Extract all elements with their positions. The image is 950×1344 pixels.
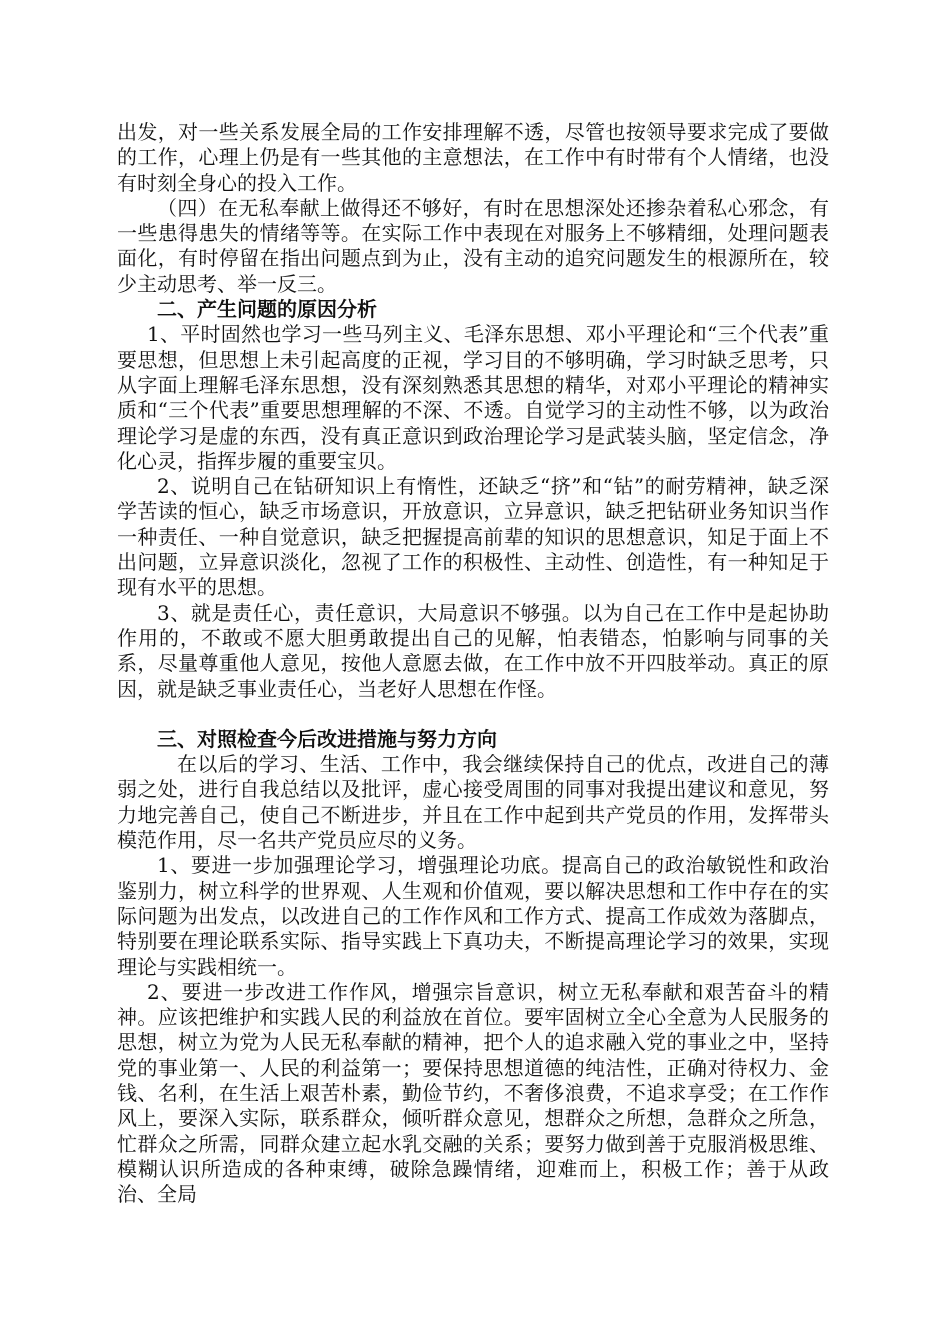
- improvement-two-paragraph: 2、要进一步改进工作作风，增强宗旨意识，树立无私奉献和艰苦奋斗的精神。应该把维护和实践人民的利益放在首位。要牢固树立全心全意为人民服务的思想，树立为党为人民无私奉献的精神，把个人的追求融入党的事业之中，坚持党的事业第一、人民的利益第一；要保持思想道德的纯洁性，正确对待权力、金钱、名利，在生活上艰苦朴素，勤俭节约，不奢侈浪费，不追求享受；在工作作风上，要深入实际，联系群众，倾听群众意见，想群众之所想，急群众之所急，忙群众之所需，同群众建立起水乳交融的关系；要努力做到善于克服消极思维、模糊认识所造成的各种束缚，破除急躁情绪，迎难而上，积极工作；善于从政治、全局: [117, 979, 829, 1207]
- cause-three-paragraph: 3、就是责任心，责任意识，大局意识不够强。以为自己在工作中是起协助作用的，不敢或不愿大胆勇敢提出自己的见解，怕表错态，怕影响与同事的关系，尽量尊重他人意见，按他人意愿去做，在工作中放不开四肢举动。真正的原因，就是缺乏事业责任心，当老好人思想在作怪。: [117, 600, 829, 701]
- point-four-paragraph: （四）在无私奉献上做得还不够好，有时在思想深处还掺杂着私心邪念，有一些患得患失的情绪等等。在实际工作中表现在对服务上不够精细，处理问题表面化，有时停留在指出问题点到为止，没有主动的追究问题发生的根源所在，较少主动思考、举一反三。: [117, 195, 829, 296]
- document-body: [117, 120, 829, 1207]
- blank-line: [117, 702, 829, 727]
- continuation-paragraph: 出发，对一些关系发展全局的工作安排理解不透，尽管也按领导要求完成了要做的工作，心理上仍是有一些其他的主意想法，在工作中有时带有个人情绪，也没有时刻全身心的投入工作。: [117, 120, 829, 195]
- improvement-intro-paragraph: 在以后的学习、生活、工作中，我会继续保持自己的优点，改进自己的薄弱之处，进行自我总结以及批评，虚心接受周围的同事对我提出建议和意见，努力地完善自己，使自己不断进步，并且在工作中起到共产党员的作用，发挥带头模范作用，尽一名共产党员应尽的义务。: [117, 752, 829, 853]
- cause-one-paragraph: 1、平时固然也学习一些马列主义、毛泽东思想、邓小平理论和“三个代表”重要思想，但思想上未引起高度的正视，学习目的不够明确，学习时缺乏思考，只从字面上理解毛泽东思想，没有深刻熟悉其思想的精华，对邓小平理论的精神实质和“三个代表”重要思想理解的不深、不透。自觉学习的主动性不够，以为政治理论学习是虚的东西，没有真正意识到政治理论学习是武装头脑，坚定信念，净化心灵，指挥步履的重要宝贝。: [117, 322, 829, 473]
- cause-two-paragraph: 2、说明自己在钻研知识上有惰性，还缺乏“挤”和“钻”的耐劳精神，缺乏深学苦读的恒心，缺乏市场意识，开放意识，立异意识，缺乏把钻研业务知识当作一种责任、一种自觉意识，缺乏把握提高前辈的知识的思想意识，知足于面上不出问题，立异意识淡化，忽视了工作的积极性、主动性、创造性，有一种知足于现有水平的思想。: [117, 474, 829, 600]
- improvement-one-paragraph: 1、要进一步加强理论学习，增强理论功底。提高自己的政治敏锐性和政治鉴别力，树立科学的世界观、人生观和价值观，要以解决思想和工作中存在的实际问题为出发点，以改进自己的工作作风和工作方式、提高工作成效为落脚点，特别要在理论联系实际、指导实践上下真功夫，不断提高理论学习的效果，实现理论与实践相统一。: [117, 853, 829, 979]
- section-heading-causes: 二、产生问题的原因分析: [157, 297, 377, 322]
- section-heading-improvements: 三、对照检查今后改进措施与努力方向: [157, 726, 497, 751]
